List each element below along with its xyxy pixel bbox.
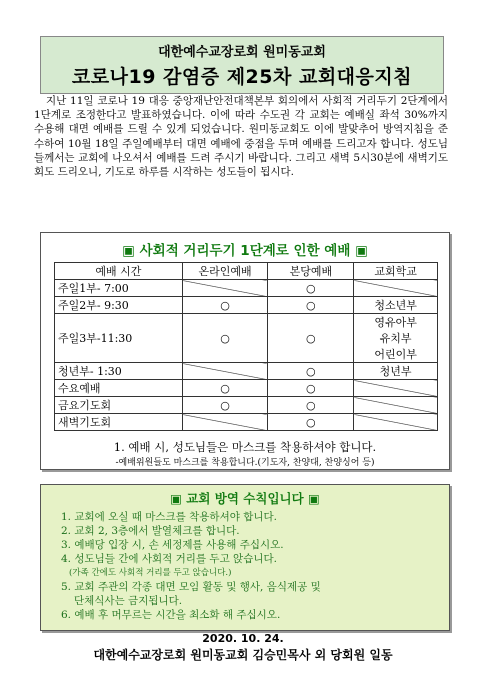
online-cell [182,363,268,380]
main-hall-cell: ○ [268,363,354,380]
quarantine-rules-box [40,484,450,631]
document-date: 2020. 10. 24. [202,632,284,645]
table-row [55,397,438,414]
worship-name-cell: 주일3부-11:30 [55,314,183,363]
church-school-cell [354,280,438,297]
list-item: 6. 예배 후 머무르는 시간을 최소화 해 주십시오. [61,609,281,621]
header-main-hall: 본당예배 [268,263,354,280]
worship-name-cell: 새벽기도회 [55,414,183,431]
online-cell: ○ [182,397,268,414]
worship-name-cell: 주일1부- 7:00 [55,280,183,297]
schedule-body [55,280,438,431]
worship-name-cell: 청년부- 1:30 [55,363,183,380]
schedule-title: ▣ 사회적 거리두기 1단계로 인한 예배 ▣ [122,243,368,259]
worship-committee-note: -예배위원들도 마스크를 착용합니다.(기도자, 찬양대, 찬양싱어 등) [115,458,375,468]
online-cell [182,280,268,297]
mask-note: 1. 예배 시, 성도님들은 마스크를 착용하셔야 합니다. [113,440,377,454]
header-online: 온라인예배 [182,263,268,280]
church-school-cell [354,414,438,431]
table-row [55,297,438,314]
list-item: (가족 간에도 사회적 거리를 두고 앉습니다.) [69,568,232,578]
online-cell: ○ [182,314,268,363]
list-item: 4. 성도님들 간에 사회적 거리를 두고 앉습니다. [61,553,277,565]
worship-schedule-box [40,232,450,470]
table-row [55,380,438,397]
church-school-cell: 청소년부 [354,297,438,314]
worship-schedule-table [54,262,438,431]
table-row [55,363,438,380]
signature-line: 대한예수교장로회 원미동교회 김승민목사 외 당회원 일동 [93,648,393,662]
rules-title: ▣ 교회 방역 수칙입니다 ▣ [170,491,320,506]
main-hall-cell: ○ [268,380,354,397]
header-banner [40,36,444,94]
list-item: 5. 교회 주관의 각종 대면 모임 활동 및 행사, 음식제공 및 [61,581,321,593]
main-hall-cell: ○ [268,397,354,414]
church-name: 대한예수교장로회 원미동교회 [158,45,326,60]
list-item: 3. 예배당 입장 시, 손 세정제를 사용해 주십시오. [61,539,284,551]
online-cell: ○ [182,297,268,314]
church-school-cell [354,397,438,414]
worship-name-cell: 금요기도회 [55,397,183,414]
document-title: 코로나19 감염증 제25차 교회대응지침 [71,66,413,88]
main-hall-cell: ○ [268,414,354,431]
main-hall-cell: ○ [268,314,354,363]
main-hall-cell: ○ [268,297,354,314]
table-row [55,280,438,297]
header-church-school: 교회학교 [354,263,438,280]
list-item: 1. 교회에 오실 때 마스크를 착용하셔야 합니다. [61,511,277,523]
intro-paragraph: 지난 11일 코로나 19 대응 중앙재난안전대책본부 회의에서 사회적 거리두기 2단계에서 1단계로 조정한다고 발표하였습니다. 이에 따라 수도권 각 교회는 예배실 좌석 30%까지 수용해 대면 예배를 드릴 수 있게 되었습니다. 원미동교회도 이에 발맞추어 방역지침을 준수하여 10월 18일 주일예배부터 대면 예배에 중점을 두며 예배를 드리고자 합니다. 성도님들께서는 교회에 나오셔서 예배를 드려 주시기 바랍니다. 그리고 새벽 5시30분에 새벽기도회도 드리오니, 기도로 하루를 시작하는 성도들이 됩시다. [34,95,448,179]
list-item: 2. 교회 2, 3층에서 발열체크를 합니다. [61,525,240,537]
table-header-row [55,263,438,280]
main-hall-cell: ○ [268,280,354,297]
list-item: 단체식사는 금지됩니다. [74,595,183,607]
church-school-cell [354,380,438,397]
table-row [55,414,438,431]
worship-name-cell: 수요예배 [55,380,183,397]
church-school-cell: 영유아부 유치부 어린이부 [354,314,438,363]
table-row [55,314,438,363]
online-cell: ○ [182,380,268,397]
worship-name-cell: 주일2부- 9:30 [55,297,183,314]
header-worship-time: 예배 시간 [55,263,183,280]
online-cell [182,414,268,431]
church-school-cell: 청년부 [354,363,438,380]
rules-list [61,510,449,622]
